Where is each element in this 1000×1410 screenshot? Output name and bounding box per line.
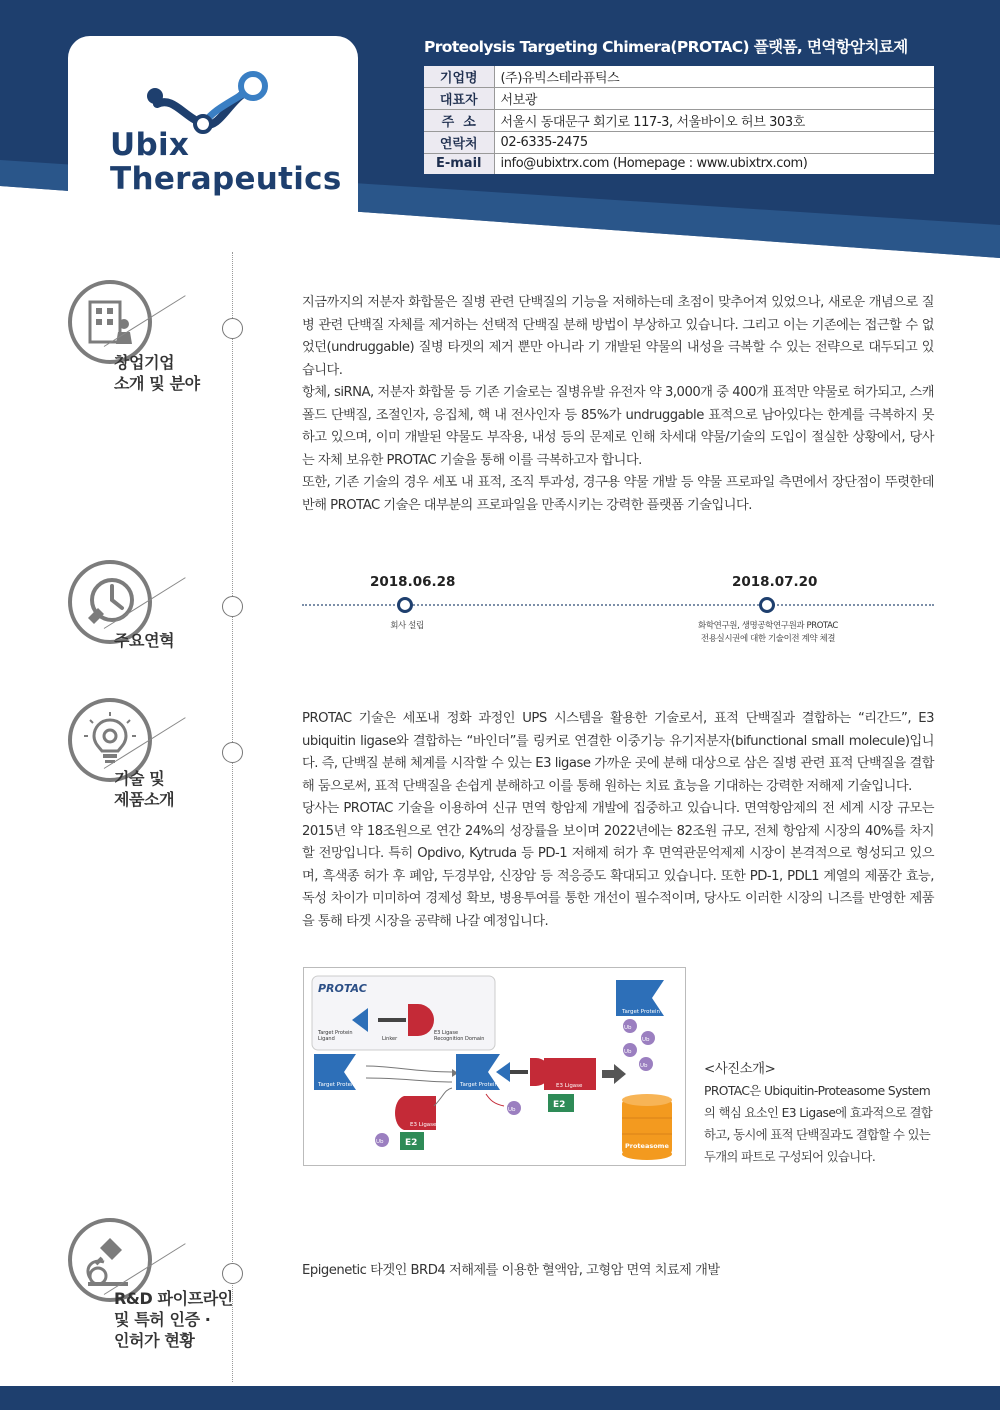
intro-text bbox=[302, 292, 934, 517]
protac-title: PROTAC bbox=[318, 982, 367, 995]
svg-text:Target Protein: Target Protein bbox=[318, 1030, 353, 1036]
history-text-line: 회사 설립 bbox=[390, 621, 424, 631]
logo-wordmark bbox=[110, 128, 342, 196]
caption-title: <사진소개> bbox=[704, 1061, 776, 1077]
tech-text bbox=[302, 708, 934, 933]
svg-text:Ub: Ub bbox=[508, 1107, 516, 1113]
label-line: 기술 및 bbox=[114, 769, 165, 788]
paragraph: 또한, 기존 기술의 경우 세포 내 표적, 조직 투과성, 경구용 약물 개발 등 약물 프로파일 측면에서 장단점이 뚜렷한데 반해 PROTAC 기술은 대부분의 프로파일을 만족시키는 강력한 플랫폼 기술입니다. bbox=[302, 475, 934, 513]
figure-caption bbox=[704, 1058, 934, 1168]
info-key: 대표자 bbox=[424, 87, 494, 109]
spine-node bbox=[222, 1263, 243, 1284]
svg-text:Ub: Ub bbox=[640, 1063, 648, 1069]
info-value: 02-6335-2475 bbox=[494, 131, 934, 153]
section-label-tech bbox=[114, 768, 174, 810]
svg-text:Target Protein: Target Protein bbox=[460, 1082, 499, 1088]
history-marker bbox=[397, 597, 413, 613]
history-text-line: 전용실시권에 대한 기술이전 계약 체결 bbox=[700, 634, 836, 644]
info-key: E-mail bbox=[424, 153, 494, 175]
svg-text:Target Protein: Target Protein bbox=[622, 1009, 661, 1015]
spine-node bbox=[222, 596, 243, 617]
svg-text:E3 Ligase: E3 Ligase bbox=[410, 1122, 437, 1128]
svg-text:Recognition Domain: Recognition Domain bbox=[434, 1036, 485, 1042]
svg-text:Ligand: Ligand bbox=[318, 1036, 335, 1042]
paragraph: 항체, siRNA, 저분자 화합물 등 기존 기술로는 질병유발 유전자 약 3,000개 중 400개 표적만 약물로 허가되고, 스캐폴드 단백질, 조절인자, 응집체, 핵 내 전사인자 등 85%가 undruggable 표적으로 남아있다는 한계를 극복하지 못하고 있으며, 이미 개발된 약물도 부작용, 내성 등의 문제로 인해 차세대 약물/기술의 도입이 절실한 상황에서, 당사는 자체 보유한 PROTAC 기술을 통해 이를 극복하고자 합니다. bbox=[302, 385, 934, 468]
svg-text:E3 Ligase: E3 Ligase bbox=[556, 1083, 583, 1089]
svg-text:Ub: Ub bbox=[624, 1025, 632, 1031]
company-info-table bbox=[424, 64, 934, 176]
protac-diagram bbox=[303, 967, 686, 1166]
proteasome-shape bbox=[622, 1094, 672, 1160]
history-text-line: 화학연구원, 생명공학연구원과 PROTAC bbox=[698, 621, 838, 631]
label-line: 창업기업 bbox=[114, 353, 175, 372]
svg-text:Linker: Linker bbox=[382, 1036, 398, 1042]
logo-line1: Ubix bbox=[110, 127, 190, 163]
linker-shape bbox=[378, 1018, 406, 1022]
section-label-rnd bbox=[114, 1288, 233, 1351]
svg-text:Ub: Ub bbox=[376, 1139, 384, 1145]
svg-text:E2: E2 bbox=[405, 1138, 418, 1148]
logo-line2: Therapeutics bbox=[110, 161, 342, 197]
label-line: 제품소개 bbox=[114, 790, 175, 809]
spine-node bbox=[222, 318, 243, 339]
info-row-email bbox=[424, 153, 934, 175]
section-label-intro bbox=[114, 352, 200, 394]
info-row-ceo bbox=[424, 87, 934, 109]
info-row-address bbox=[424, 109, 934, 131]
label-line: 인허가 현황 bbox=[114, 1331, 195, 1350]
svg-text:Ub: Ub bbox=[642, 1037, 650, 1043]
label-line: 및 특허 인증 · bbox=[114, 1310, 211, 1329]
history-marker bbox=[759, 597, 775, 613]
section-label-history: 주요연혁 bbox=[114, 631, 175, 650]
info-key: 연락처 bbox=[424, 131, 494, 153]
svg-text:Proteasome: Proteasome bbox=[625, 1142, 669, 1150]
svg-text:E3 Ligase: E3 Ligase bbox=[434, 1030, 459, 1036]
info-row-company bbox=[424, 65, 934, 87]
svg-text:E2: E2 bbox=[553, 1100, 566, 1110]
history-date: 2018.06.28 bbox=[370, 574, 456, 590]
info-value: 서보광 bbox=[494, 87, 934, 109]
info-row-phone bbox=[424, 131, 934, 153]
spine-node bbox=[222, 742, 243, 763]
info-key: 기업명 bbox=[424, 65, 494, 87]
history-date: 2018.07.20 bbox=[732, 574, 818, 590]
info-value[interactable]: info@ubixtrx.com (Homepage : www.ubixtrx.com) bbox=[494, 153, 934, 175]
page-title: Proteolysis Targeting Chimera(PROTAC) 플랫폼, 면역항암치료제 bbox=[424, 38, 908, 56]
svg-text:Target Protein: Target Protein bbox=[318, 1082, 357, 1088]
history-text bbox=[355, 620, 459, 633]
info-value: 서울시 동대문구 회기로 117-3, 서울바이오 허브 303호 bbox=[494, 109, 934, 131]
svg-text:Ub: Ub bbox=[624, 1049, 632, 1055]
footer-band bbox=[0, 1386, 1000, 1410]
paragraph: PROTAC 기술은 세포내 정화 과정인 UPS 시스템을 활용한 기술로서, 표적 단백질과 결합하는 “리간드”, E3 ubiquitin ligase와 결합하는 “바인더”를 링커로 연결한 이중기능 유기저분자(bifunctional small molecule)입니다. 즉, 단백질 분해 체계를 시작할 수 있는 E3 ligase 가까운 곳에 분해 대상으로 삼은 질병 관련 표적 단백질을 결합해 둠으로써, 표적 단백질을 손쉽게 분해하고 이를 통해 원하는 치료 효능을 기대하는 강력한 저해제 기술입니다. bbox=[302, 711, 934, 794]
logo-molecule-icon bbox=[143, 66, 273, 136]
paragraph: 당사는 PROTAC 기술을 이용하여 신규 면역 항암제 개발에 집중하고 있습니다. 면역항암제의 전 세계 시장 규모는 2015년 약 18조원으로 연간 24%의 성장률을 보이며 2022년에는 82조원 규모, 전체 항암제 시장의 40%를 차지할 전망입니다. 특히 Opdivo, Kytruda 등 PD-1 저해제 허가 후 면역관문억제제 시장이 본격적으로 형성되고 있으며, 흑색종 허가 후 폐암, 두경부암, 신장암 등 적응증도 확대되고 있습니다. 또한 PD-1, PDL1 계열의 제품간 효능, 독성 차이가 미미하여 경제성 확보, 병용투여를 통한 개선이 필수적이며, 당사도 이러한 시장의 니즈를 반영한 제품을 통해 타겟 시장을 공략해 나갈 예정입니다. bbox=[302, 801, 934, 929]
label-line: 소개 및 분야 bbox=[114, 374, 200, 393]
timeline-spine bbox=[232, 252, 233, 1382]
paragraph: 지금까지의 저분자 화합물은 질병 관련 단백질의 기능을 저해하는데 초점이 맞추어져 있었으나, 새로운 개념으로 질병 관련 단백질 자체를 제거하는 선택적 단백질 분해 방법이 부상하고 있습니다. 그리고 이는 기존에는 접근할 수 없었던(undruggable) 질병 타겟의 제거 뿐만 아니라 기 개발된 약물의 내성을 극복할 수 있는 전략으로 대두되고 있습니다. bbox=[302, 295, 934, 378]
caption-text: PROTAC은 Ubiquitin-Proteasome System의 핵심 요소인 E3 Ligase에 효과적으로 결합하고, 동시에 표적 단백질과도 결합할 수 있는 두개의 파트로 구성되어 있습니다. bbox=[704, 1084, 933, 1164]
label-line: R&D 파이프라인 bbox=[114, 1289, 233, 1308]
info-key: 주 소 bbox=[424, 109, 494, 131]
info-value: (주)유빅스테라퓨틱스 bbox=[494, 65, 934, 87]
history-text bbox=[672, 620, 864, 646]
rnd-text: Epigenetic 타겟인 BRD4 저해제를 이용한 혈액암, 고형암 면역 치료제 개발 bbox=[302, 1263, 720, 1278]
